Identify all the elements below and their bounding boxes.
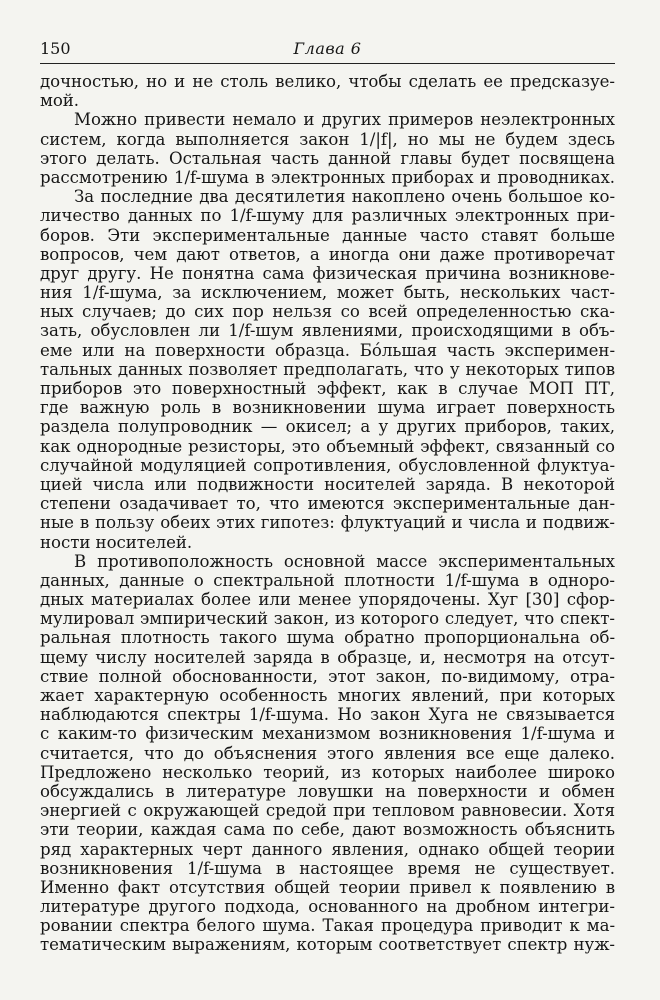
text-line: зать, обусловлен ли 1/f-шум явлениями, происходящими в объ- — [40, 321, 615, 341]
text-line: тематическим выражениям, которым соответствует спектр нуж- — [40, 935, 615, 955]
text-line: щему числу носителей заряда в образце, и, несмотря на отсут- — [40, 647, 615, 667]
running-head — [40, 38, 615, 60]
text-line: наблюдаются спектры 1/f-шума. Но закон Хуга не связывается — [40, 705, 615, 725]
text-line: где важную роль в возникновении шума играет поверхность — [40, 398, 615, 418]
text-line: этого делать. Остальная часть данной главы будет посвящена — [40, 148, 615, 168]
text-line: данных, данные о спектральной плотности 1/f-шума в одноро- — [40, 570, 615, 590]
text-line: вопросов, чем дают ответов, а иногда они даже противоречат — [40, 244, 615, 264]
text-line: степени озадачивает то, что имеются экспериментальные дан- — [40, 494, 615, 514]
text-line: тальных данных позволяет предполагать, что у некоторых типов — [40, 359, 615, 379]
text-line: считается, что до объяснения этого явления все еще далеко. — [40, 743, 615, 763]
chapter-title: Глава 6 — [293, 39, 362, 58]
text-line: как однородные резисторы, это объемный эффект, связанный со — [40, 436, 615, 456]
text-line: Предложено несколько теорий, из которых наиболее широко — [40, 762, 615, 782]
text-line: возникновения 1/f-шума в настоящее время не существует. — [40, 858, 615, 878]
text-line: мулировал эмпирический закон, из которого следует, что спект- — [40, 609, 615, 629]
text-line: боров. Эти экспериментальные данные часто ставят больше — [40, 225, 615, 245]
text-line: друг другу. Не понятна сама физическая причина возникнове- — [40, 263, 615, 283]
text-line: приборов это поверхностный эффект, как в случае МОП ПТ, — [40, 379, 615, 398]
text-line: ные в пользу обеих этих гипотез: флуктуаций и числа и подвиж- — [40, 513, 615, 533]
text-line: За последние два десятилетия накоплено очень большое ко- — [74, 187, 615, 207]
text-line: обсуждались в литературе ловушки на поверхности и обмен — [40, 781, 615, 801]
text-line: ности носителей. — [40, 532, 193, 552]
text-line: раздела полупроводник — окисел; а у других приборов, таких, — [40, 417, 615, 437]
text-line: жает характерную особенность многих явлений, при которых — [40, 686, 615, 705]
text-line: энергией с окружающей средой при тепловом равновесии. Хотя — [40, 801, 615, 821]
text-line: Именно факт отсутствия общей теории привел к появлению в — [40, 877, 615, 897]
text-line: ных случаев; до сих пор нельзя со всей определенностью ска- — [40, 302, 615, 322]
text-line: ровании спектра белого шума. Такая процедура приводит к ма- — [40, 916, 615, 936]
text-line: случайной модуляцией сопротивления, обусловленной флуктуа- — [40, 455, 615, 475]
text-line: ствие полной обоснованности, этот закон, по-видимому, отра- — [40, 666, 615, 686]
text-line: ния 1/f-шума, за исключением, может быть, нескольких част- — [40, 283, 615, 303]
text-line: цией числа или подвижности носителей заряда. В некоторой — [40, 474, 615, 494]
text-line: мой. — [40, 91, 80, 111]
page-number: 150 — [40, 39, 71, 58]
text-line: литературе другого подхода, основанного на дробном интегри- — [40, 897, 615, 917]
text-line: систем, когда выполняется закон 1/|f|, но мы не будем здесь — [40, 129, 615, 149]
text-line: рассмотрению 1/f-шума в электронных приборах и проводниках. — [40, 167, 615, 187]
text-line: еме или на поверхности образца. Бóльшая часть эксперимен- — [40, 340, 615, 360]
text-line: личество данных по 1/f-шуму для различных электронных при- — [40, 206, 615, 226]
header-rule — [40, 63, 615, 64]
text-line: Можно привести немало и других примеров неэлектронных — [74, 110, 615, 130]
text-line: дных материалах более или менее упорядочены. Хуг [30] сфор- — [40, 590, 615, 610]
text-line: с каким-то физическим механизмом возникновения 1/f-шума и — [40, 724, 615, 744]
text-line: ральная плотность такого шума обратно пропорциональна об- — [40, 628, 615, 648]
text-line: ряд характерных черт данного явления, однако общей теории — [40, 839, 615, 859]
text-line: дочностью, но и не столь велико, чтобы сделать ее предсказуе- — [40, 72, 615, 91]
body-text — [40, 72, 615, 955]
text-line: эти теории, каждая сама по себе, дают возможность объяснить — [40, 820, 615, 840]
text-line: В противоположность основной массе экспериментальных — [74, 551, 615, 571]
